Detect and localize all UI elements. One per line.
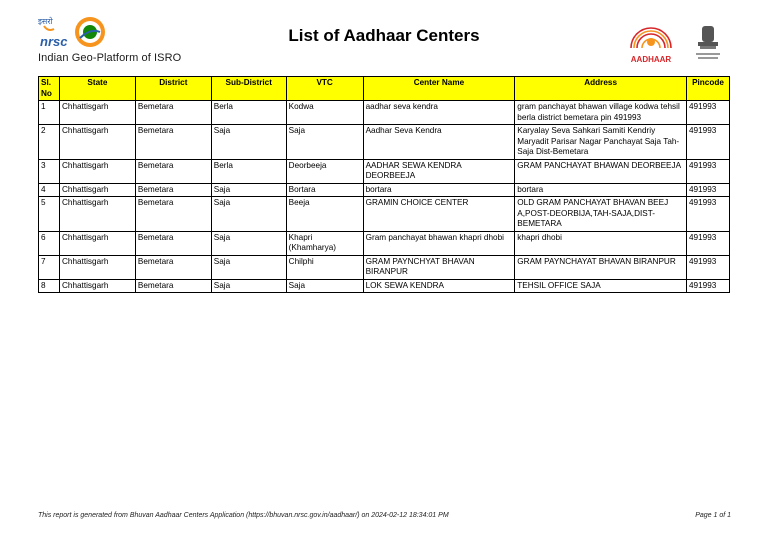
cell-state: Chhattisgarh (59, 279, 135, 293)
isro-hindi-text: इसरो (38, 17, 53, 26)
cell-district: Bemetara (135, 159, 211, 183)
cell-address: OLD GRAM PANCHAYAT BHAVAN BEEJ A,POST-DEORBIJA,TAH-SAJA,DIST-BEMETARA (515, 197, 687, 232)
cell-state: Chhattisgarh (59, 231, 135, 255)
cell-vtc: Beeja (286, 197, 363, 232)
cell-vtc: Saja (286, 279, 363, 293)
cell-center-name: aadhar seva kendra (363, 101, 515, 125)
cell-center-name: bortara (363, 183, 515, 197)
report-footer-note: This report is generated from Bhuvan Aadhaar Centers Application (https://bhuvan.nrsc.gov.in/aadhaar/) on 2024-02-12 18:34:01 PM (38, 512, 449, 519)
col-header-vtc: VTC (286, 77, 363, 101)
col-header-state: State (59, 77, 135, 101)
cell-sub-district: Berla (211, 101, 286, 125)
cell-sub-district: Berla (211, 159, 286, 183)
cell-sl-no: 5 (39, 197, 60, 232)
cell-pincode: 491993 (686, 279, 729, 293)
col-header-sl-no: Sl. No (39, 77, 60, 101)
cell-state: Chhattisgarh (59, 125, 135, 160)
cell-district: Bemetara (135, 101, 211, 125)
isro-tagline: Indian Geo-Platform of ISRO (38, 52, 182, 64)
cell-district: Bemetara (135, 183, 211, 197)
col-header-center-name: Center Name (363, 77, 515, 101)
table-row (39, 255, 730, 279)
cell-state: Chhattisgarh (59, 183, 135, 197)
cell-vtc: Khapri (Khamharya) (286, 231, 363, 255)
cell-district: Bemetara (135, 125, 211, 160)
cell-pincode: 491993 (686, 197, 729, 232)
cell-sl-no: 6 (39, 231, 60, 255)
col-header-sub-district: Sub-District (211, 77, 286, 101)
cell-sl-no: 3 (39, 159, 60, 183)
table-row (39, 231, 730, 255)
cell-center-name: Gram panchayat bhawan khapri dhobi (363, 231, 515, 255)
aadhaar-logo-text: AADHAAR (630, 55, 672, 64)
cell-sl-no: 4 (39, 183, 60, 197)
cell-sub-district: Saja (211, 197, 286, 232)
cell-vtc: Deorbeeja (286, 159, 363, 183)
nrsc-text: nrsc (40, 34, 68, 49)
aadhaar-logo (620, 20, 682, 64)
cell-pincode: 491993 (686, 255, 729, 279)
cell-pincode: 491993 (686, 183, 729, 197)
table-row (39, 101, 730, 125)
cell-address: TEHSIL OFFICE SAJA (515, 279, 687, 293)
cell-sl-no: 8 (39, 279, 60, 293)
cell-address: bortara (515, 183, 687, 197)
cell-address: GRAM PAYNCHAYAT BHAVAN BIRANPUR (515, 255, 687, 279)
cell-district: Bemetara (135, 279, 211, 293)
cell-sub-district: Saja (211, 279, 286, 293)
table-row (39, 183, 730, 197)
cell-vtc: Saja (286, 125, 363, 160)
aadhaar-centers-table (38, 76, 730, 293)
table-row (39, 125, 730, 160)
cell-state: Chhattisgarh (59, 197, 135, 232)
cell-district: Bemetara (135, 197, 211, 232)
cell-state: Chhattisgarh (59, 101, 135, 125)
cell-district: Bemetara (135, 255, 211, 279)
cell-district: Bemetara (135, 231, 211, 255)
cell-sl-no: 1 (39, 101, 60, 125)
cell-state: Chhattisgarh (59, 255, 135, 279)
cell-sl-no: 2 (39, 125, 60, 160)
cell-pincode: 491993 (686, 125, 729, 160)
cell-sl-no: 7 (39, 255, 60, 279)
cell-vtc: Bortara (286, 183, 363, 197)
col-header-address: Address (515, 77, 687, 101)
col-header-pincode: Pincode (686, 77, 729, 101)
table-row (39, 159, 730, 183)
cell-center-name: GRAMIN CHOICE CENTER (363, 197, 515, 232)
cell-center-name: LOK SEWA KENDRA (363, 279, 515, 293)
cell-vtc: Chilphi (286, 255, 363, 279)
cell-sub-district: Saja (211, 125, 286, 160)
cell-pincode: 491993 (686, 159, 729, 183)
cell-sub-district: Saja (211, 231, 286, 255)
cell-address: GRAM PANCHAYAT BHAWAN DEORBEEJA (515, 159, 687, 183)
cell-address: khapri dhobi (515, 231, 687, 255)
table-row (39, 279, 730, 293)
cell-address: Karyalay Seva Sahkari Samiti Kendriy Maryadit Parisar Nagar Panchayat Saja Tah-Saja Dist-Bemetara (515, 125, 687, 160)
cell-pincode: 491993 (686, 101, 729, 125)
table-header-row (39, 77, 730, 101)
national-emblem-icon (686, 20, 730, 64)
cell-vtc: Kodwa (286, 101, 363, 125)
cell-state: Chhattisgarh (59, 159, 135, 183)
cell-sub-district: Saja (211, 183, 286, 197)
cell-center-name: Aadhar Seva Kendra (363, 125, 515, 160)
cell-address: gram panchayat bhawan village kodwa tehsil berla district bemetara pin 491993 (515, 101, 687, 125)
cell-center-name: GRAM PAYNCHYAT BHAVAN BIRANPUR (363, 255, 515, 279)
cell-center-name: AADHAR SEWA KENDRA DEORBEEJA (363, 159, 515, 183)
cell-sub-district: Saja (211, 255, 286, 279)
page-number: Page 1 of 1 (695, 512, 731, 519)
table-row (39, 197, 730, 232)
col-header-district: District (135, 77, 211, 101)
cell-pincode: 491993 (686, 231, 729, 255)
page-title: List of Aadhaar Centers (288, 26, 480, 45)
